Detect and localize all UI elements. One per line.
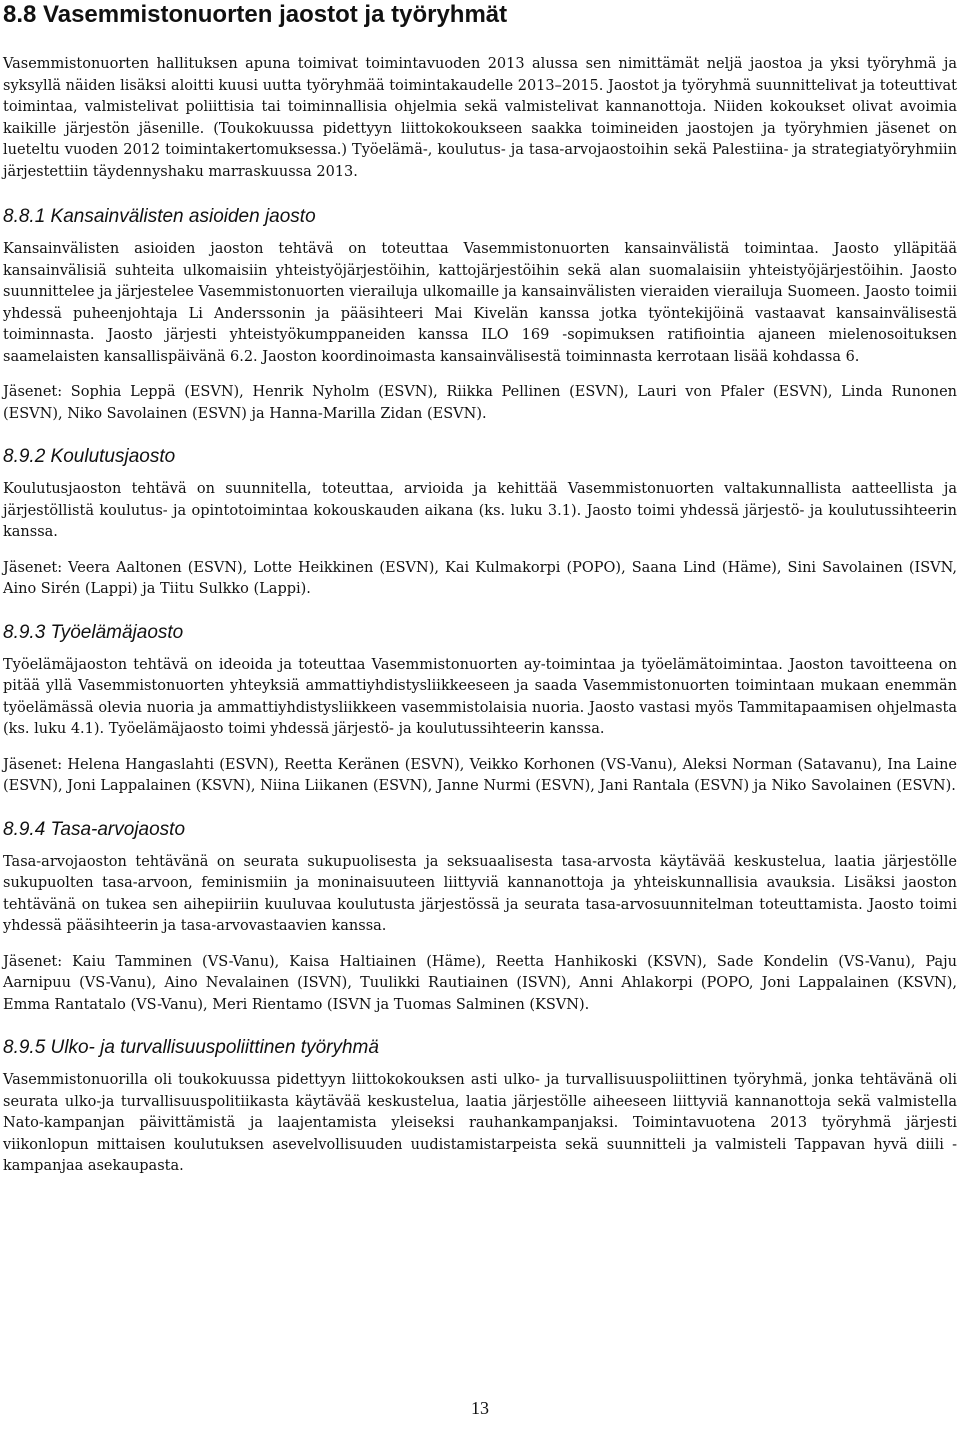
section-heading-foreign-security: 8.9.5 Ulko- ja turvallisuuspoliittinen työryhmä [3,1037,379,1058]
section-heading-education: 8.9.2 Koulutusjaosto [3,446,176,467]
section-members-education: Jäsenet: Veera Aaltonen (ESVN), Lotte Heikkinen (ESVN), Kai Kulmakorpi (POPO), Saana Lind (Häme), Sini Savolainen (ISVN, Aino Sirén (Lappi) ja Tiitu Sulkko (Lappi). [3,559,957,597]
section-body-equality: Tasa-arvojaoston tehtävänä on seurata sukupuolisesta ja seksuaalisesta tasa-arvosta käytävää keskustelua, laatia järjestölle sukupuolten tasa-arvoon, feminismiin ja moninaisuuteen liittyviä kannanottoja ja yhteiskunnallisia avauksia. Lisäksi jaoston tehtävänä on tukea sen aihepiiriin kuuluvaa koulutusta järjestössä ja seurata tasa-arvosuunnitelman toteuttamista. Jaosto toimi yhdessä pääsihteerin ja tasa-arvovastaavien kanssa. [3,853,957,934]
section-body-worklife: Työelämäjaoston tehtävä on ideoida ja toteuttaa Vasemmistonuorten ay-toimintaa ja työelämätoimintaa. Jaoston tavoitteena on pitää yllä Vasemmistonuorten yhteyksiä ammattiyhdistysliikkeeseen ja saada Vasemmistonuorten toimintaan mukaan enemmän työelämässä olevia nuoria ja ammattiyhdistysliikkeen vasemmistolaisia nuoria. Jaosto vastasi myös Tammitapaamisen ohjelmasta (ks. luku 4.1). Työelämäjaosto toimi yhdessä järjestö- ja koulutussihteerin kanssa. [3,656,957,737]
intro-paragraph: Vasemmistonuorten hallituksen apuna toimivat toimintavuoden 2013 alussa sen nimittämät neljä jaostoa ja yksi työryhmä ja syksyllä näiden lisäksi aloitti kuusi uutta työryhmää toimintakaudelle 2013–2015. Jaostot ja työryhmä suunnittelivat ja toteuttivat toimintaa, valmistelivat poliittisia tai toiminnallisia ohjelmia sekä valmistelivat kannanottoja. Niiden kokoukset olivat avoimia kaikille järjestön jäsenille. (Toukokuussa pidettyyn liittokokoukseen saakka toimineiden jaostojen ja työryhmien jäsenet on lueteltu vuoden 2012 toimintakertomuksessa.) Työelämä-, koulutus- ja tasa-arvojaostoihin sekä Palestiina- ja strategiatyöryhmiin järjestettiin täydennyshaku marraskuussa 2013. [3,56,957,180]
section-members-worklife: Jäsenet: Helena Hangaslahti (ESVN), Reetta Keränen (ESVN), Veikko Korhonen (VS-Vanu), Aleksi Norman (Satavanu), Ina Laine (ESVN), Joni Lappalainen (KSVN), Niina Liikanen (ESVN), Janne Nurmi (ESVN), Jani Rantala (ESVN) ja Niko Savolainen (ESVN). [3,756,957,794]
chapter-title: 8.8 Vasemmistonuorten jaostot ja työryhmät [3,1,508,28]
section-heading-equality: 8.9.4 Tasa-arvojaosto [3,818,186,840]
section-members-equality: Jäsenet: Kaiu Tamminen (VS-Vanu), Kaisa Haltiainen (Häme), Reetta Hanhikoski (KSVN), Sade Kondelin (VS-Vanu), Paju Aarnipuu (VS-Vanu), Aino Nevalainen (ISVN), Tuulikki Rautiainen (ISVN), Anni Ahlakorpi (POPO, Joni Lappalainen (KSVN), Emma Rantatalo (VS-Vanu), Meri Rientamo (ISVN ja Tuomas Salminen (KSVN). [3,953,957,1013]
section-heading-worklife: 8.9.3 Työelämäjaosto [3,621,184,643]
document-page [3,0,957,1178]
section-body-education: Koulutusjaoston tehtävä on suunnitella, toteuttaa, arvioida ja kehittää Vasemmistonuorten valtakunnallista aatteellista ja järjestöllistä koulutus- ja opintotoimintaa kokouskauden aikana (ks. luku 3.1). Jaosto toimi yhdessä järjestö- ja koulutussihteerin kanssa. [3,481,957,540]
section-members-international: Jäsenet: Sophia Leppä (ESVN), Henrik Nyholm (ESVN), Riikka Pellinen (ESVN), Lauri von Pfaler (ESVN), Linda Runonen (ESVN), Niko Savolainen (ESVN) ja Hanna-Marilla Zidan (ESVN). [3,384,957,422]
section-heading-international: 8.8.1 Kansainvälisten asioiden jaosto [3,206,316,227]
section-body-foreign-security: Vasemmistonuorilla oli toukokuussa pidettyyn liittokokouksen asti ulko- ja turvallisuuspoliittinen työryhmä, jonka tehtävänä oli seurata ulko-ja turvallisuuspolitiikasta käytävää keskustelua, laatia järjestölle aiheeseen liittyviä kannanottoja sekä valmistella Nato-kampanjan päivittämistä ja laajentamista yleiseksi rauhankampanjaksi. Toimintavuotena 2013 työryhmä järjesti viikonlopun mittaisen koulutuksen asevelvollisuuden uudistamistarpeista sekä suunnitteli ja valmisteli Tappavan hyvä diili -kampanjaa asekaupasta. [3,1072,957,1174]
page-number: 13 [471,1398,489,1418]
section-body-international: Kansainvälisten asioiden jaoston tehtävä on toteuttaa Vasemmistonuorten kansainvälistä toimintaa. Jaosto ylläpitää kansainvälisiä suhteita ulkomaisiin yhteistyöjärjestöihin, kattojärjestöihin sekä alan suomalaisiin yhteistyöjärjestöihin. Jaosto suunnittelee ja järjestelee Vasemmistonuorten vierailuja ulkomaille ja kansainvälisten vieraiden vierailuja Suomeen. Jaosto toimii yhdessä puheenjohtaja Li Anderssonin ja pääsihteeri Mai Kivelän kanssa jotka työntekijöinä vastaavat kansainvälisestä toiminnasta. Jaosto järjesti yhteistyökumppaneiden kanssa ILO 169 -sopimuksen ratifiointia ajaneen mielenosoituksen saamelaisten kansallispäivänä 6.2. Jaoston koordinoimasta kansainvälisestä toiminnasta kerrotaan lisää kohdassa 6. [3,241,957,365]
